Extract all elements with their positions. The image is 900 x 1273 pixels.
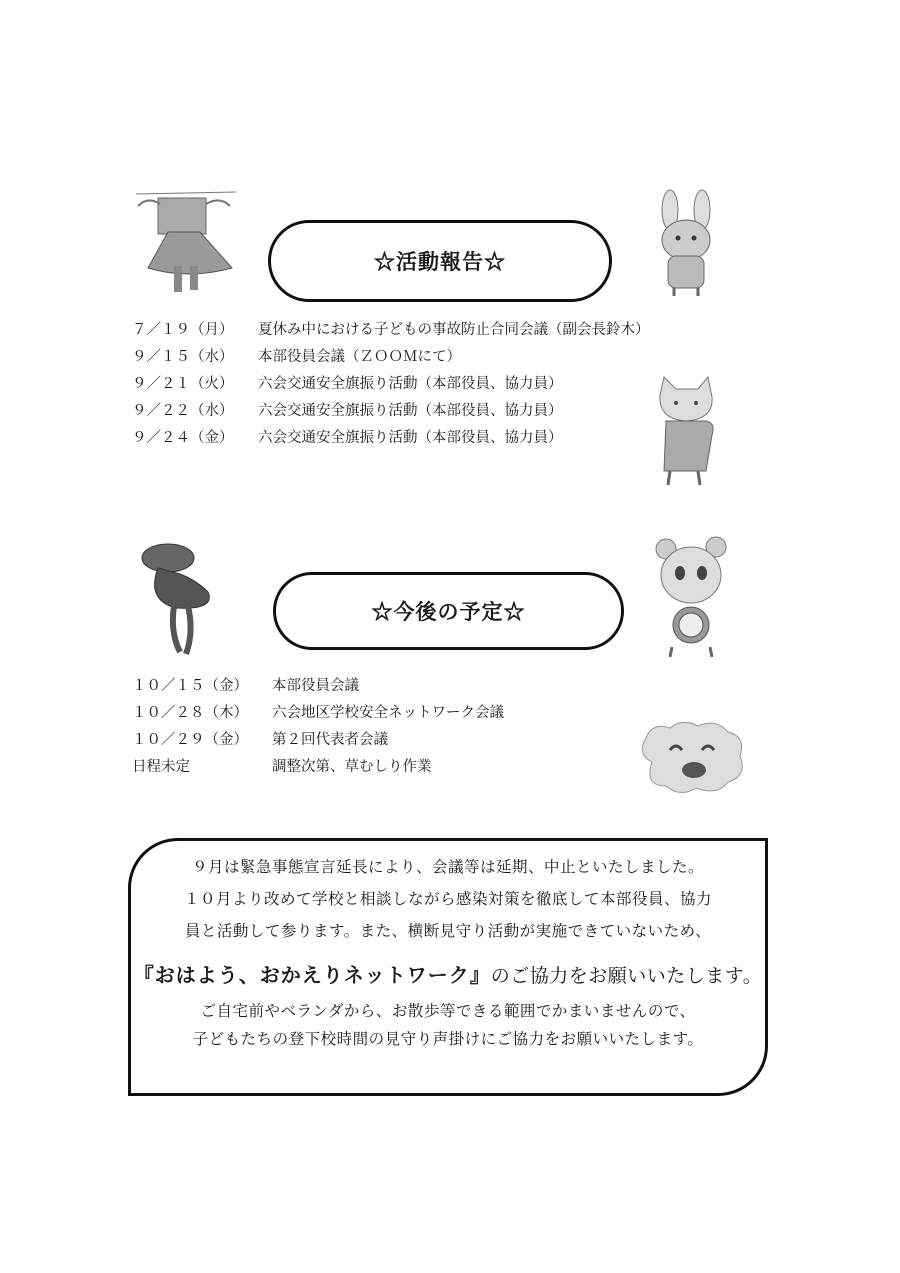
plan-date: １０／１５（金） — [132, 678, 248, 694]
notice-line: ご自宅前やベランダから、お散歩等できる範囲でかまいませんので、 — [200, 1002, 696, 1020]
activity-report-heading — [268, 220, 612, 302]
notice-line: １０月より改めて学校と相談しながら感染対策を徹底して本部役員、協力 — [183, 890, 712, 908]
report-text: 六会交通安全旗振り活動（本部役員、協力員） — [258, 376, 563, 392]
plan-date: １０／２９（金） — [132, 732, 248, 748]
mushroom-drawing — [136, 540, 226, 658]
notice-box — [128, 838, 768, 1096]
plan-date: １０／２８（木） — [132, 705, 248, 721]
notice-line: 子どもたちの登下校時間の見守り声掛けにご協力をお願いいたします。 — [192, 1030, 704, 1048]
report-text: 六会交通安全旗振り活動（本部役員、協力員） — [258, 430, 563, 446]
cat-drawing — [650, 375, 722, 487]
rabbit-drawing — [648, 188, 724, 298]
plan-text: 六会地区学校安全ネットワーク会議 — [272, 705, 504, 721]
notice-line: 員と活動して参ります。また、横断見守り活動が実施できていないため、 — [184, 922, 712, 940]
plan-text: 調整次第、草むしり作業 — [272, 759, 432, 775]
future-plan-heading — [273, 572, 624, 650]
report-date: ９／２４（金） — [132, 430, 234, 446]
report-date: ９／１５（水） — [132, 349, 234, 365]
cloud-face-drawing — [636, 718, 748, 796]
network-request-line — [131, 959, 765, 988]
notice-line: ９月は緊急事態宣言延長により、会議等は延期、中止といたしました。 — [191, 858, 704, 876]
report-text: 本部役員会議（ＺＯＯＭにて） — [258, 349, 461, 365]
girl-drawing — [128, 188, 240, 298]
network-request-text: のご協力をお願いいたします。 — [490, 965, 763, 987]
report-date: ９／２１（火） — [132, 376, 234, 392]
network-name: 『おはよう、おかえりネットワーク』 — [133, 963, 491, 987]
plan-text: 本部役員会議 — [272, 678, 359, 694]
report-text: 六会交通安全旗振り活動（本部役員、協力員） — [258, 403, 563, 419]
report-text: 夏休み中における子どもの事故防止合同会議（副会長鈴木） — [258, 322, 650, 338]
report-date: ９／２２（水） — [132, 403, 234, 419]
plan-text: 第２回代表者会議 — [272, 732, 388, 748]
activity-report-title: ☆活動報告☆ — [374, 249, 506, 274]
report-date: ７／１９（月） — [132, 322, 234, 338]
plan-date: 日程未定 — [132, 759, 190, 775]
future-plan-title: ☆今後の予定☆ — [371, 599, 526, 624]
bear-drawing — [652, 535, 730, 660]
